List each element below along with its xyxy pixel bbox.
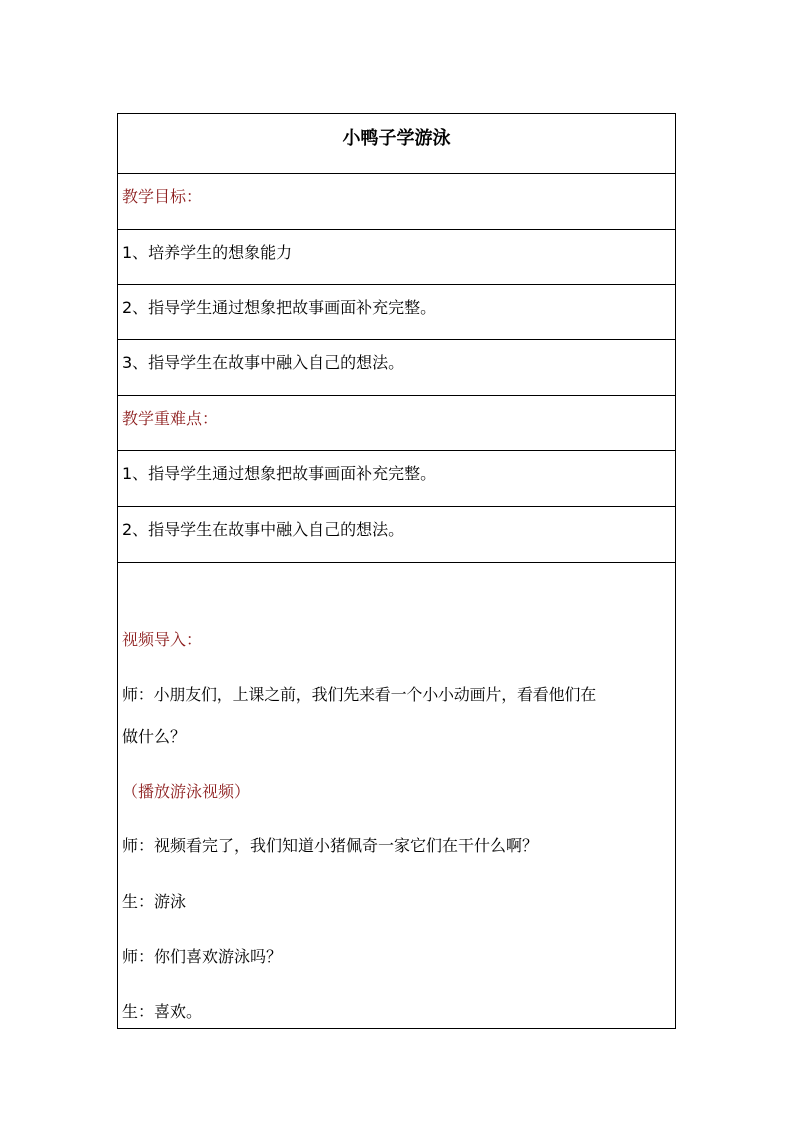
intro-heading: 视频导入：: [122, 630, 203, 649]
stage-direction: （播放游泳视频）: [122, 782, 251, 801]
teacher-line: 师：视频看完了，我们知道小猪佩奇一家它们在干什么啊？: [122, 836, 539, 855]
student-line: 生：喜欢。: [122, 1002, 203, 1021]
title-row: [118, 114, 675, 174]
key-point-row-1: [118, 451, 675, 507]
key-point-row-2: [118, 507, 675, 563]
document-title: 小鸭子学游泳: [342, 128, 451, 149]
key-point-item: 2、指导学生在故事中融入自己的想法。: [122, 520, 405, 539]
lesson-body-cell: [118, 563, 675, 1028]
key-points-heading-row: [118, 396, 675, 451]
objective-row-2: [118, 285, 675, 340]
objective-row-1: [118, 230, 675, 285]
objective-item: 3、指导学生在故事中融入自己的想法。: [122, 353, 405, 372]
objective-item: 2、指导学生通过想象把故事画面补充完整。: [122, 298, 437, 317]
objective-row-3: [118, 340, 675, 396]
objective-item: 1、培养学生的想象能力: [122, 243, 293, 262]
lesson-plan-table: [117, 113, 676, 1029]
key-points-heading: 教学重难点：: [122, 409, 219, 428]
teacher-line: 师：你们喜欢游泳吗？: [122, 947, 283, 966]
key-point-item: 1、指导学生通过想象把故事画面补充完整。: [122, 464, 437, 483]
objectives-heading: 教学目标：: [122, 187, 203, 206]
student-line: 生：游泳: [122, 892, 187, 911]
objectives-heading-row: [118, 174, 675, 230]
teacher-line-continued: 做什么？: [122, 727, 187, 746]
teacher-line: 师：小朋友们，上课之前，我们先来看一个小小动画片，看看他们在: [122, 685, 597, 704]
